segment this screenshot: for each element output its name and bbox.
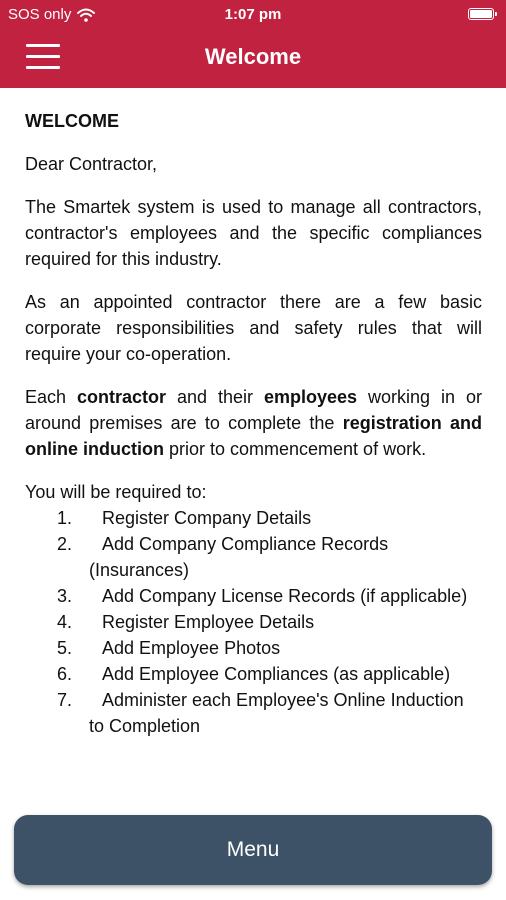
list-item-text: Add Employee Photos xyxy=(102,638,281,658)
list-item-text: Administer each Employee's Online Induction to Completion xyxy=(89,690,464,736)
list-item-text: Register Company Details xyxy=(102,508,312,528)
greeting-text: Dear Contractor, xyxy=(25,154,158,174)
list-item-number: 1. xyxy=(57,508,73,528)
list-item-text: Add Company Compliance Records (Insurances) xyxy=(89,534,389,580)
list-item xyxy=(25,661,482,687)
list-item-number: 4. xyxy=(57,612,73,632)
list-item-number: 6. xyxy=(57,664,73,684)
status-bar xyxy=(0,0,506,30)
list-item xyxy=(25,583,482,609)
list-item-text: Add Employee Compliances (as applicable) xyxy=(102,664,451,684)
list-item-number: 7. xyxy=(57,690,73,710)
carrier-label: SOS only xyxy=(8,6,72,23)
induction-text-1: Each xyxy=(25,387,77,407)
list-item-number: 5. xyxy=(57,638,73,658)
induction-text-4: prior to commencement of work. xyxy=(163,439,427,459)
clock: 1:07 pm xyxy=(224,6,282,23)
requirements-list xyxy=(25,505,482,739)
list-item xyxy=(25,531,482,583)
welcome-content xyxy=(25,108,482,800)
list-intro: You will be required to: xyxy=(25,482,207,502)
scroll-fade xyxy=(0,770,506,804)
content-heading: WELCOME xyxy=(25,111,119,131)
page-title: Welcome xyxy=(204,44,302,69)
list-item xyxy=(25,609,482,635)
responsibilities-paragraph: As an appointed contractor there are a few basic corporate responsibilities and safety rules that will require your co-operation. xyxy=(25,292,482,364)
list-item-number: 2. xyxy=(57,534,73,554)
induction-bold-contractor: contractor xyxy=(77,387,167,407)
list-item xyxy=(25,635,482,661)
induction-paragraph xyxy=(25,384,482,462)
intro-paragraph: The Smartek system is used to manage all contractors, contractor's employees and the specific compliances required for this industry. xyxy=(25,197,482,269)
induction-text-3: working in or around premises are to complete the xyxy=(25,387,482,433)
list-item-number: 3. xyxy=(57,586,73,606)
induction-bold-employees: employees xyxy=(263,387,358,407)
list-item-text: Register Employee Details xyxy=(102,612,315,632)
list-item-text: Add Company License Records (if applicable) xyxy=(102,586,468,606)
list-item xyxy=(25,505,482,531)
induction-text-2: and their xyxy=(166,387,264,407)
app-header xyxy=(0,0,506,88)
menu-button[interactable]: Menu xyxy=(14,815,492,885)
battery-icon xyxy=(468,8,494,20)
list-item xyxy=(25,687,482,739)
induction-bold-registration: registration and online induction xyxy=(25,413,482,459)
